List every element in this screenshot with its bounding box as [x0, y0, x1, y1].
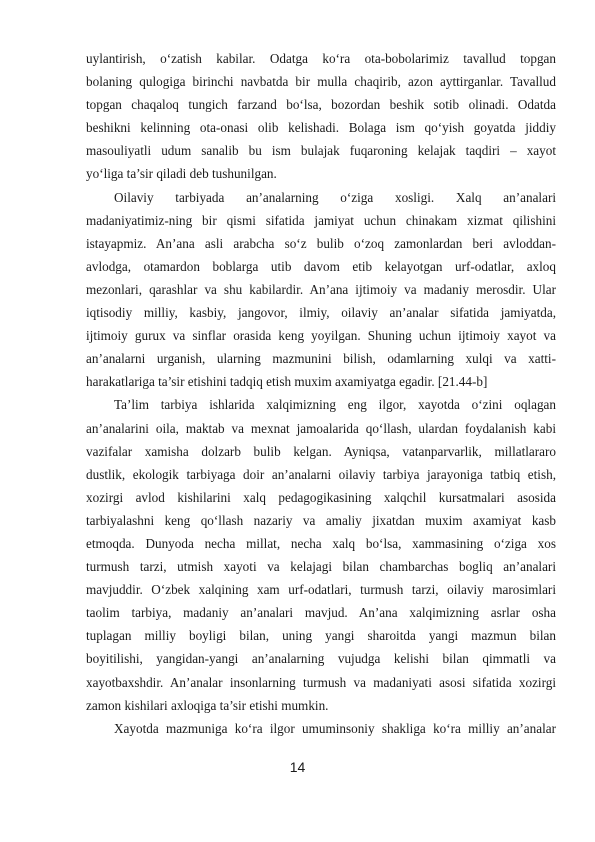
text-line: tarbiyalashni keng qo‘llash nazariy va amaliy jixatdan muxim axamiyat kasb — [86, 512, 556, 528]
text-line: yo‘liga ta’sir qiladi deb tushunilgan. — [86, 166, 277, 182]
text-line: mavjuddir. O‘zbek xalqining xam urf-odatlari, turmush tarzi, oilaviy marosimlari — [86, 582, 556, 598]
text-line: xayotbaxshdir. An’analar insonlarning turmush va madaniyati asosi sifatida xozirgi — [86, 674, 556, 690]
text-line: tuplagan milliy boyligi bilan, uning yangi sharoitda yangi mazmun bilan — [86, 628, 556, 644]
text-line: ijtimoiy gurux va sinflar orasida keng yoyilgan. Shuning uchun ijtimoiy xayot va — [86, 328, 556, 344]
text-line: xozirgi avlod kishilarini xalq pedagogikasining xalqchil kursatmalari asosida — [86, 489, 556, 505]
text-line: madaniyatimiz-ning bir qismi sifatida jamiyat uchun chinakam xizmat qilishini — [86, 212, 556, 228]
text-line: mezonlari, qarashlar va shu kabilardir. An’ana ijtimoiy va madaniy merosdir. Ular — [86, 281, 556, 297]
text-line: harakatlariga ta’sir etishini tadqiq etish muxim axamiyatga egadir. [21.44-b] — [86, 374, 488, 390]
text-line: etmoqda. Dunyoda necha millat, necha xalq bo‘lsa, xammasining o‘ziga xos — [86, 535, 556, 551]
text-line: zamon kishilari axloqiga ta’sir etishi mumkin. — [86, 697, 329, 713]
text-line: an’analarni urganish, ularning mazmunini bilish, odamlarning xulqi va xatti- — [86, 351, 556, 367]
text-line: masouliyatli udum sanalib bu ism bulajak fuqaroning kelajak taqdiri – xayot — [86, 143, 556, 159]
text-line: dustlik, ekologik tarbiyaga doir an’analarni oilaviy tarbiya jarayoniga tatbiq etish, — [86, 466, 556, 482]
text-line: turmush tarzi, utmish xayoti va kelajagi bilan chambarchas bogliq an’analari — [86, 559, 556, 575]
text-line: uylantirish, o‘zatish kabilar. Odatga ko‘ra ota-bobolarimiz tavallud topgan — [86, 51, 556, 66]
text-line: Xayotda mazmuniga ko‘ra ilgor umuminsoniy shakliga ko‘ra milliy an’analar — [114, 720, 556, 736]
text-line: beshikni kelinning ota-onasi olib kelishadi. Bolaga ism qo‘yish goyatda jiddiy — [86, 120, 556, 136]
page-number: 14 — [289, 759, 306, 775]
text-line: an’analarini oila, maktab va mexnat jamoalarida qo‘llash, ulardan foydalanish kabi — [86, 420, 556, 436]
section-heading-line: Oilaviy tarbiyada an’analarning o‘ziga xosligi. Xalq an’analari — [114, 189, 556, 205]
text-line: vazifalar xamisha dolzarb bulib kelgan. Ayniqsa, vatanparvarlik, millatlararo — [86, 443, 556, 459]
text-line: taolim tarbiya, madaniy an’analari mavjud. An’ana xalqimizning asrlar osha — [86, 605, 556, 621]
text-line: istayapmiz. An’ana asli arabcha so‘z bulib o‘zoq zamonlardan beri avloddan- — [86, 235, 556, 251]
text-line: boyitilishi, yangidan-yangi an’analarning vujudga kelishi bilan qimmatli va — [86, 651, 556, 667]
text-line: iqtisodiy milliy, kasbiy, jangovor, ilmiy, oilaviy an’analar sifatida jamiyatda, — [86, 305, 556, 321]
text-line: Ta’lim tarbiya ishlarida xalqimizning eng ilgor, xayotda o‘zini oqlagan — [114, 397, 556, 413]
text-line: topgan chaqaloq tungich farzand bo‘lsa, bozordan beshik sotib olinadi. Odatda — [86, 97, 556, 113]
text-line: bolaning qulogiga birinchi navbatda bir mulla chaqirib, azon ayttirganlar. Tavallud — [86, 74, 556, 90]
document-body — [86, 47, 556, 740]
text-line: avlodga, otamardon boblarga utib davom etib kelayotgan urf-odatlar, axloq — [86, 258, 556, 274]
